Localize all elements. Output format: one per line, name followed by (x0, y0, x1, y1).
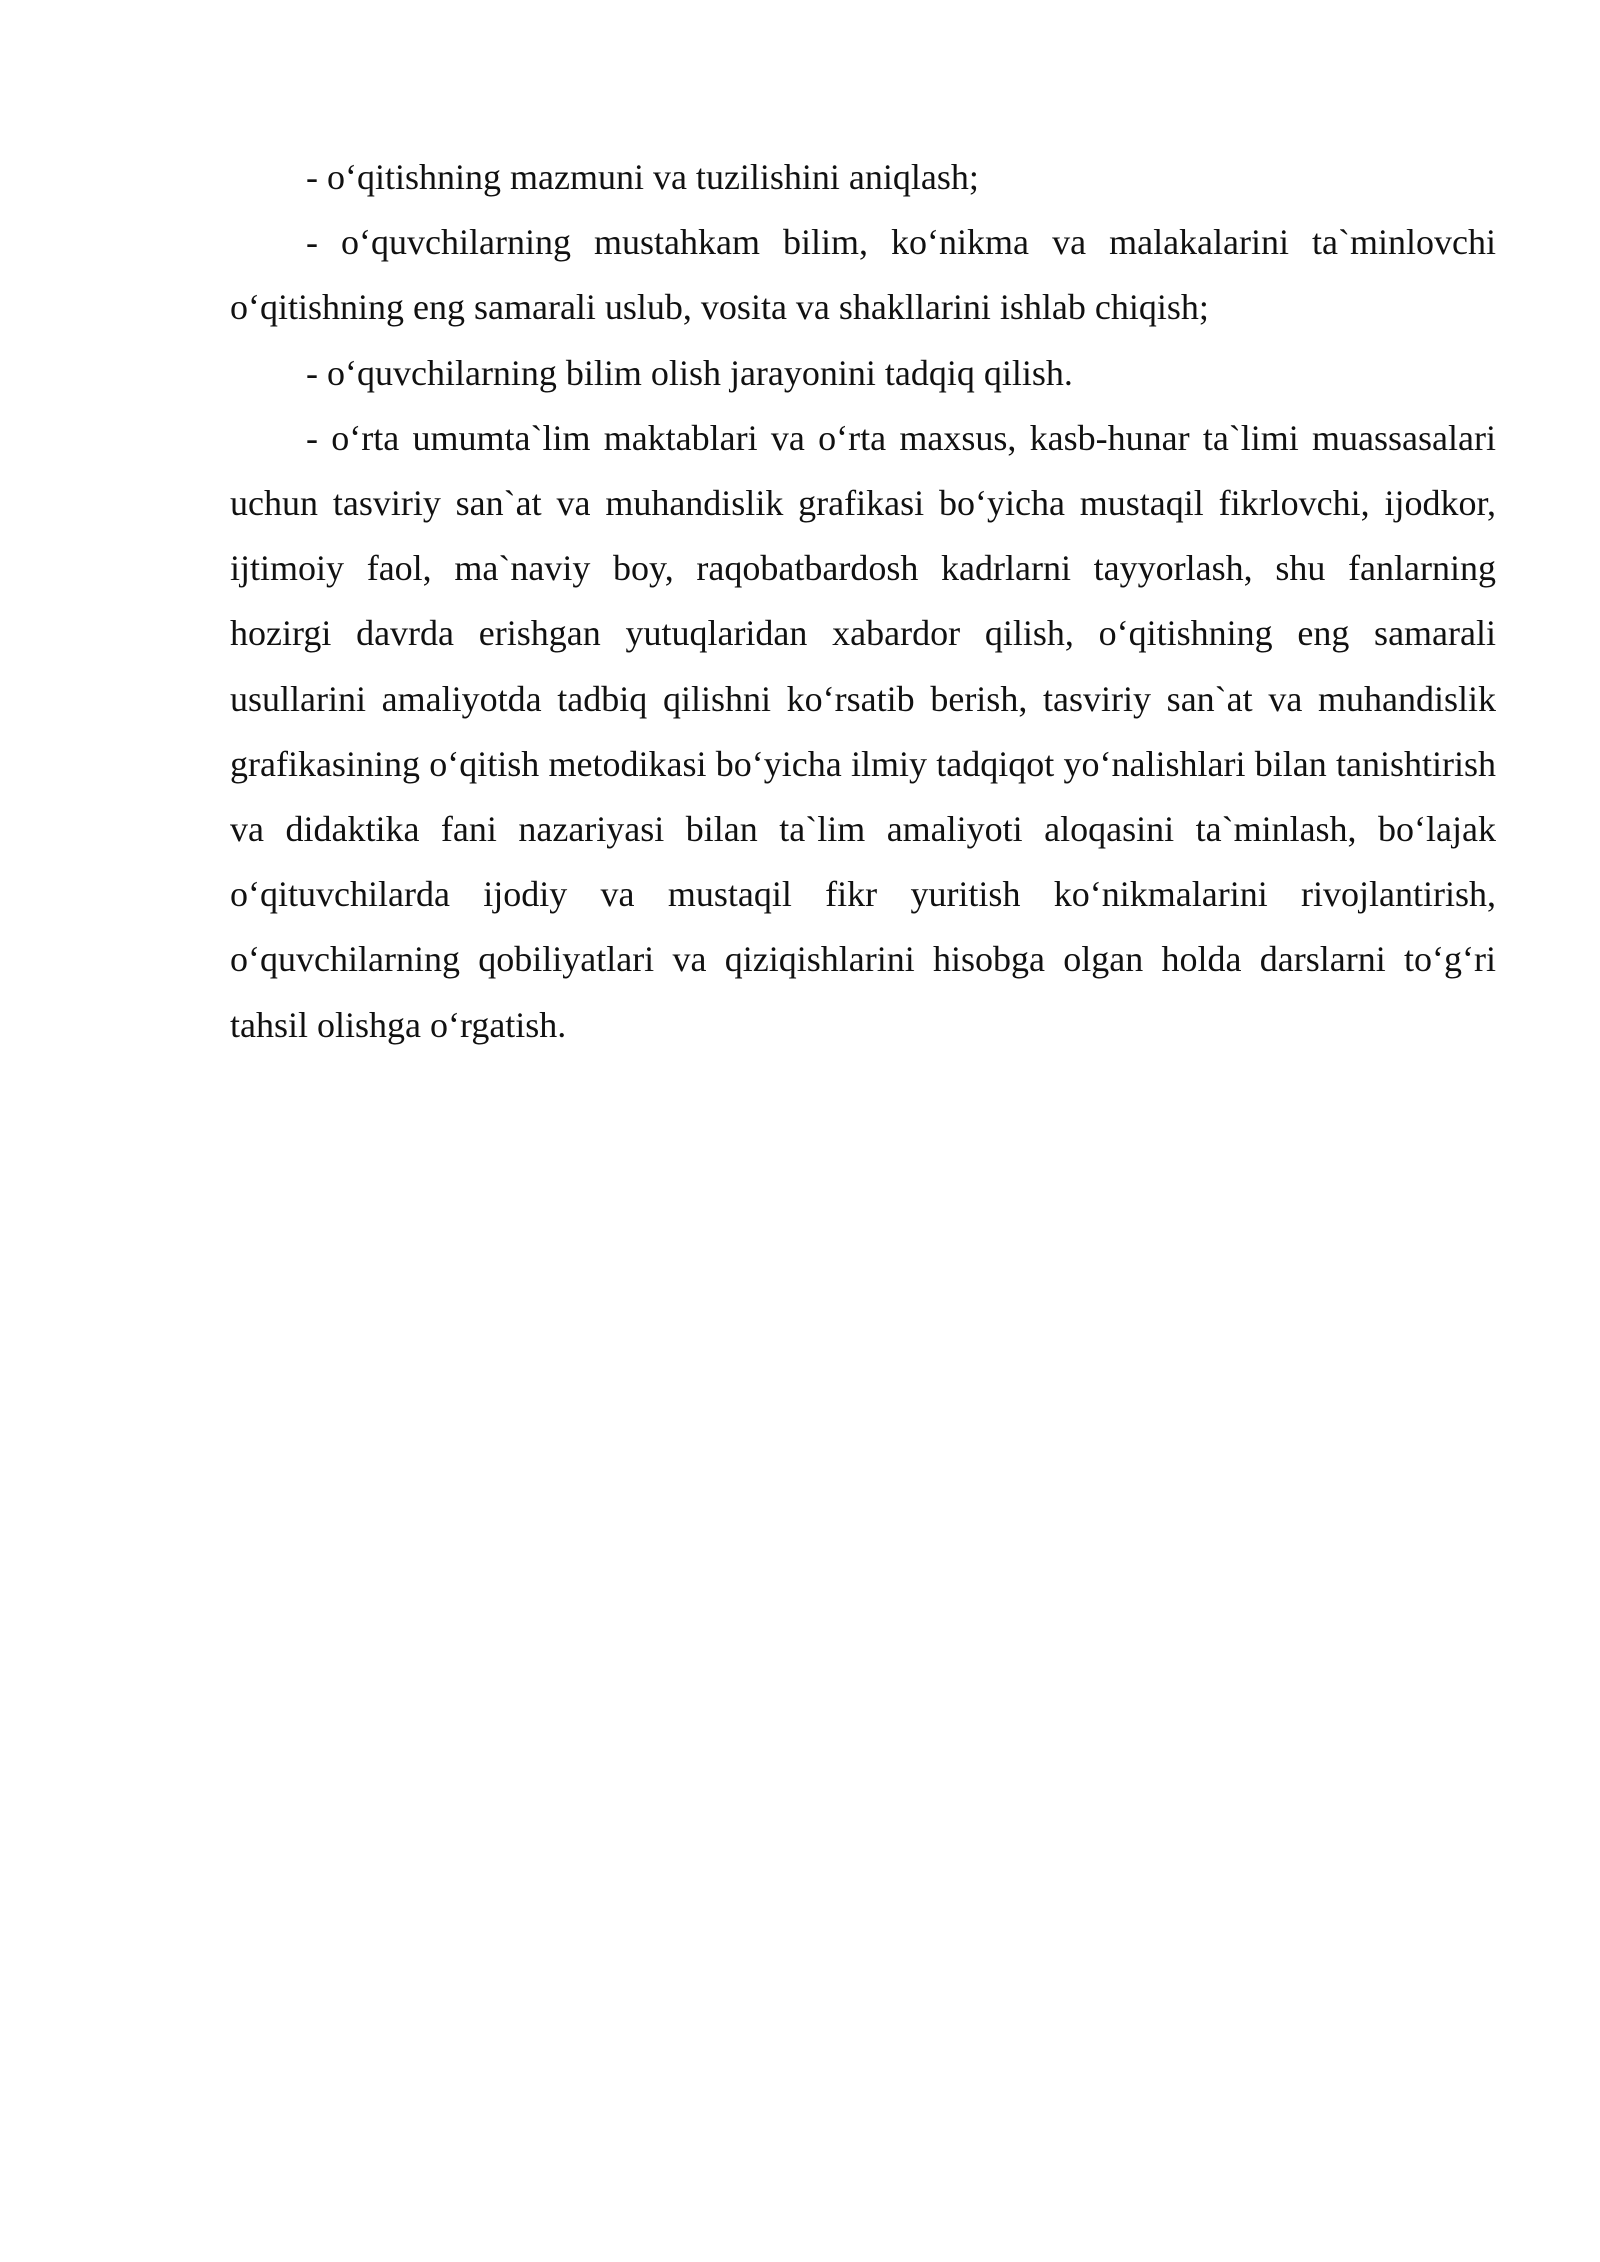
paragraph-2: - o‘quvchilarning mustahkam bilim, ko‘nikma va malakalarini ta`minlovchi o‘qitishning eng samarali uslub, vosita va shakllarini ishlab chiqish; (230, 222, 1496, 328)
paragraph-3: - o‘quvchilarning bilim olish jarayonini tadqiq qilish. (306, 352, 1073, 393)
paragraph-4: - o‘rta umumta`lim maktablari va o‘rta maxsus, kasb-hunar ta`limi muassasalari uchun tasviriy san`at va muhandislik grafikasi bo‘yicha mustaqil fikrlovchi, ijodkor, ijtimoiy faol, ma`naviy boy, raqobatbardosh kadrlarni tayyorlash, shu fanlarning hozirgi davrda erishgan yutuqlaridan xabardor qilish, o‘qitishning eng samarali usullarini amaliyotda tadbiq qilishni ko‘rsatib berish, tasviriy san`at va muhandislik grafikasining o‘qitish metodikasi bo‘yicha ilmiy tadqiqot yo‘nalishlari bilan tanishtirish va didaktika fani nazariyasi bilan ta`lim amaliyoti aloqasini ta`minlash, bo‘lajak o‘qituvchilarda ijodiy va mustaqil fikr yuritish ko‘nikmalarini rivojlantirish, o‘quvchilarning qobiliyatlari va qiziqishlarini hisobga olgan holda darslarni to‘g‘ri tahsil olishga o‘rgatish. (230, 417, 1496, 1045)
document-body (230, 145, 1496, 1058)
paragraph-1: - o‘qitishning mazmuni va tuzilishini aniqlash; (306, 157, 979, 197)
